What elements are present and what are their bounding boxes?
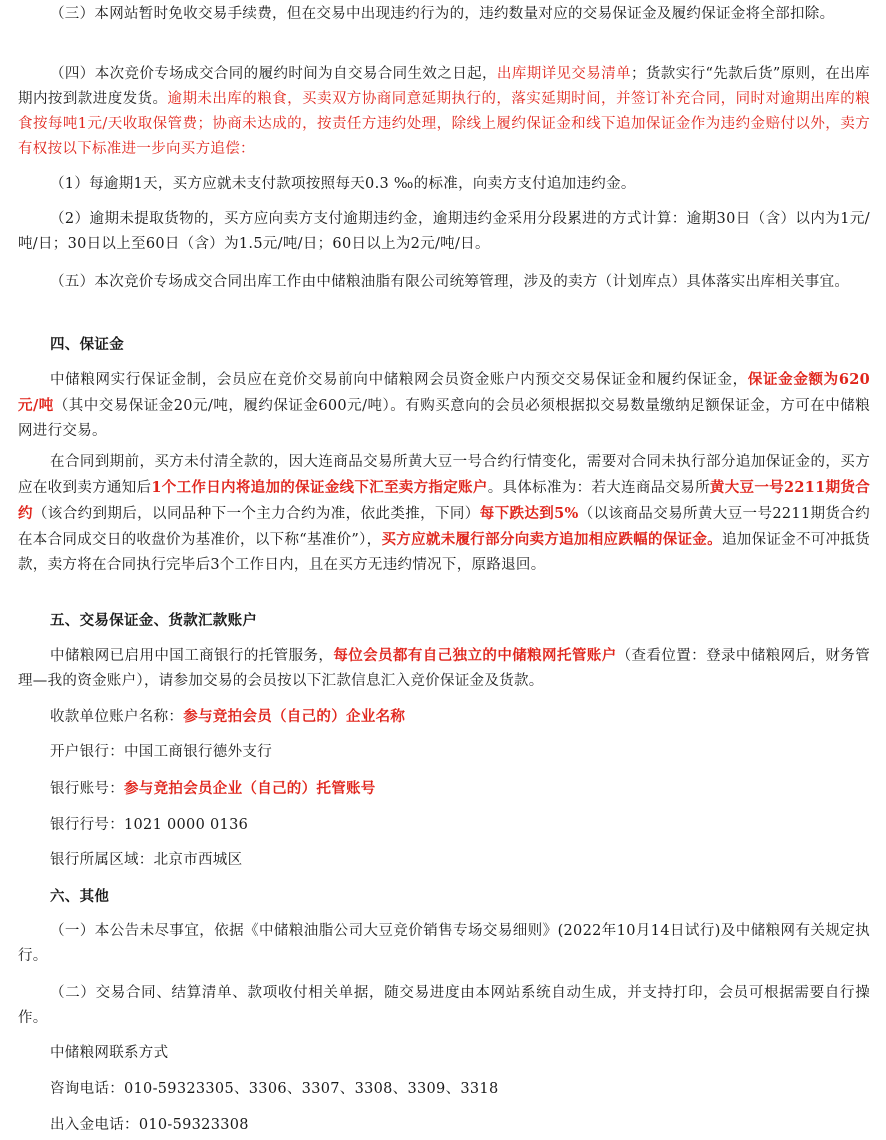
delivery-period-note: 出库期详见交易清单 [496,66,631,82]
paragraph-additional-deposit: 在合同到期前，买方未付清全款的，因大连商品交易所黄大豆一号合约行情变化，需要对合同未执行部分追加保证金的，买方应在收到卖方通知后1个工作日内将追加的保证金线下汇至卖方指定账户。具体标准为：若大连商品交易所黄大豆一号2211期货合约（该合约到期后，以同品种下一个主力合约为准，依此类推，下同）每下跌达到5%（以该商品交易所黄大豆一号2211期货合约在本合同成交日的收盘价为基准价，以下称“基准价”），买方应就未履行部分向卖方追加相应跌幅的保证金。追加保证金不可冲抵货款，卖方将在合同执行完毕后3个工作日内，且在买方无违约情况下，原路退回。 [18,454,871,573]
bank-name-row: 开户银行：中国工商银行德外支行 [50,744,272,760]
consult-phone-row: 咨询电话：010-59323305、3306、3307、3308、3309、3318 [50,1081,499,1097]
bank-account-row: 银行账号：参与竞拍会员企业（自己的）托管账号 [50,780,376,797]
fund-phone-row: 出入金电话：010-59323308 [50,1117,249,1133]
section-heading-other: 六、其他 [50,888,110,905]
paragraph-deposit-system: 中储粮网实行保证金制，会员应在竞价交易前向中储粮网会员资金账户内预交交易保证金和履约保证金，保证金金额为620元/吨（其中交易保证金20元/吨，履约保证金600元/吨）。有购买意向的会员必须根据拟交易数量缴纳足额保证金，方可在中储粮网进行交易。 [18,371,870,439]
paragraph-no-fee: （三）本网站暂时免收交易手续费，但在交易中出现违约行为的，违约数量对应的交易保证金及履约保证金将全部扣除。 [50,6,835,22]
bank-area-row: 银行所属区域：北京市西城区 [50,852,243,868]
paragraph-penalty-2: （2）逾期未提取货物的，买方应向卖方支付逾期违约金，逾期违约金采用分段累进的方式计算：逾期30日（含）以内为1元/吨/日；30日以上至60日（含）为1.5元/吨/日；60日以上为2元/吨/日。 [18,211,870,252]
paragraph-penalty-1: （1）每逾期1天，买方应就未支付款项按照每天0.3 ‰的标准，向卖方支付追加违约金。 [50,176,636,192]
paragraph-performance-time: （四）本次竞价专场成交合同的履约时间为自交易合同生效之日起，出库期详见交易清单；货款实行“先款后货”原则，在出库期内按到款进度发货。逾期未出库的粮食，买卖双方协商同意延期执行的，落实延期时间，并签订补充合同，同时对逾期出库的粮食按每吨1元/天收取保管费；协商未达成的，按责任方违约处理，除线上履约保证金和线下追加保证金作为违约金赔付以外，卖方有权按以下标准进一步向买方追偿： [18,66,870,157]
custody-account-note: 每位会员都有自己独立的中储粮网托管账户 [333,647,617,664]
account-name-row: 收款单位账户名称：参与竞拍会员（自己的）企业名称 [50,708,406,725]
overdue-terms: 逾期未出库的粮食，买卖双方协商同意延期执行的，落实延期时间，并签订补充合同，同时对逾期出库的粮食按每吨1元/天收取保管费；协商未达成的，按责任方违约处理，除线上履约保证金和线下追加保证金作为违约金赔付以外，卖方有权按以下标准进一步向买方追偿： [18,91,870,157]
contact-title: 中储粮网联系方式 [50,1045,169,1061]
paragraph-outbound-management: （五）本次竞价专场成交合同出库工作由中储粮油脂有限公司统筹管理，涉及的卖方（计划库点）具体落实出库相关事宜。 [50,274,850,290]
bank-code-row: 银行行号：1021 0000 0136 [50,817,249,833]
section-heading-deposit: 四、保证金 [50,336,124,353]
deposit-amount: 保证金金额为620元/吨 [18,371,870,414]
paragraph-custody-service: 中储粮网已启用中国工商银行的托管服务，每位会员都有自己独立的中储粮网托管账户（查看位置：登录中储粮网后，财务管理—我的资金账户），请参加交易的会员按以下汇款信息汇入竞价保证金及货款。 [18,647,870,689]
section-heading-accounts: 五、交易保证金、货款汇款账户 [50,612,258,629]
paragraph-other-1: （一）本公告未尽事宜，依据《中储粮油脂公司大豆竞价销售专场交易细则》(2022年10月14日试行)及中储粮网有关规定执行。 [18,923,870,964]
paragraph-other-2: （二）交易合同、结算清单、款项收付相关单据，随交易进度由本网站系统自动生成，并支持打印，会员可根据需要自行操作。 [18,985,870,1026]
